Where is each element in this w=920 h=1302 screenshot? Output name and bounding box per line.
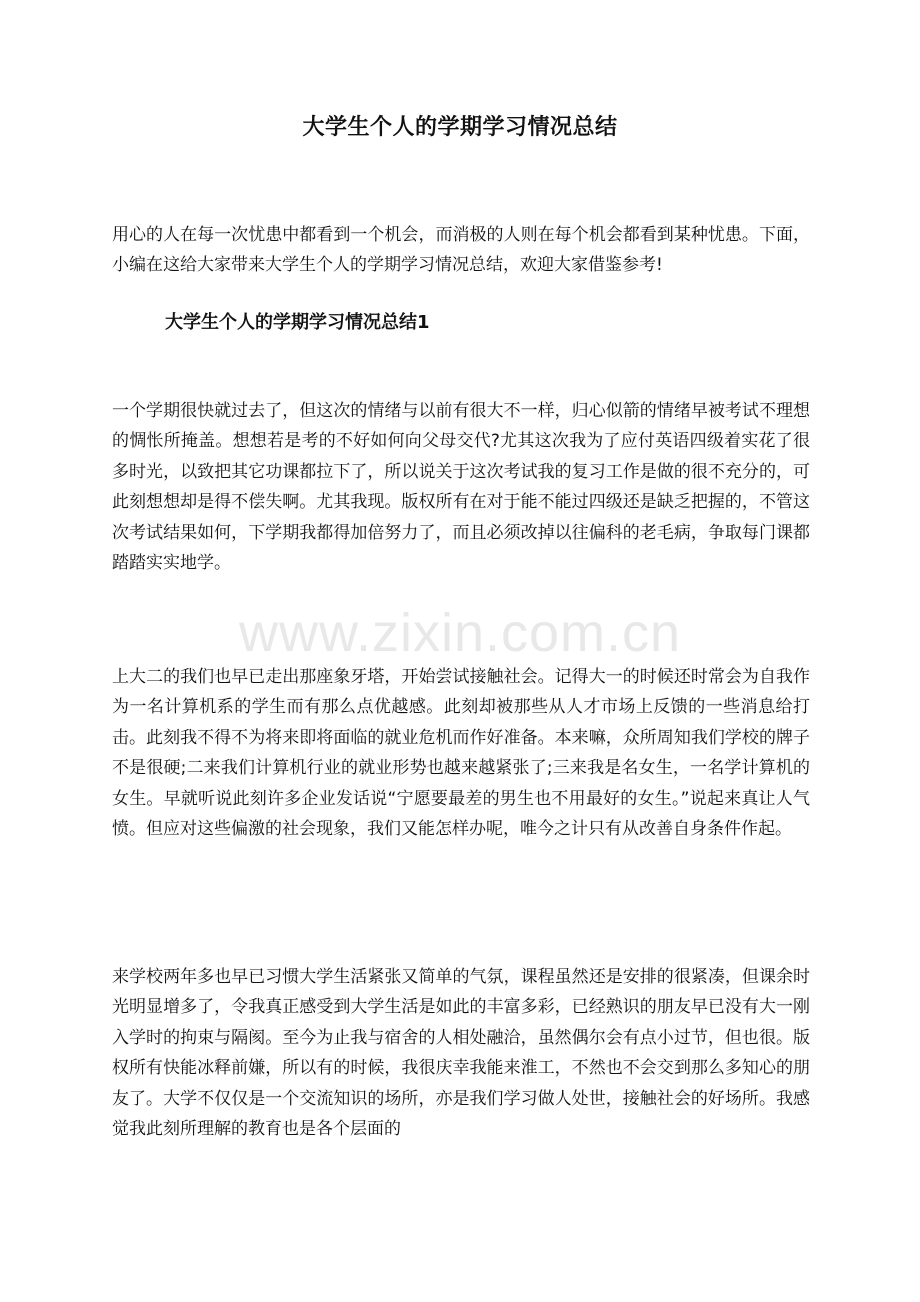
body-paragraph-1: 一个学期很快就过去了，但这次的情绪与以前有很大不一样，归心似箭的情绪早被考试不理想的惆怅所掩盖。想想若是考的不好如何向父母交代?尤其这次我为了应付英语四级着实花了很多时光，以致把其它功课都拉下了，所以说关于这次考试我的复习工作是做的很不充分的，可此刻想想却是得不偿失啊。尤其我现。版权所有在对于能不能过四级还是缺乏把握的，不管这次考试结果如何，下学期我都得加倍努力了，而且必须改掉以往偏科的老毛病，争取每门课都踏踏实实地学。	[112, 401, 810, 574]
body-paragraph-2: 上大二的我们也早已走出那座象牙塔，开始尝试接触社会。记得大一的时候还时常会为自我作为一名计算机系的学生而有那么点优越感。此刻却被那些从人才市场上反馈的一些消息给打击。此刻我不得不为将来即将面临的就业危机而作好准备。本来嘛，众所周知我们学校的牌子不是很硬;二来我们计算机行业的就业形势也越来越紧张了;三来我是名女生，一名学计算机的女生。早就听说此刻许多企业发话说“宁愿要最差的男生也不用最好的女生。”说起来真让人气愤。但应对这些偏激的社会现象，我们又能怎样办呢，唯今之计只有从改善自身条件作起。	[112, 667, 810, 840]
document-title: 大学生个人的学期学习情况总结	[302, 115, 618, 140]
intro-paragraph: 用心的人在每一次忧患中都看到一个机会，而消极的人则在每个机会都看到某种忧患。下面，小编在这给大家带来大学生个人的学期学习情况总结，欢迎大家借鉴参考!	[112, 225, 810, 276]
body-paragraph-3: 来学校两年多也早已习惯大学生活紧张又简单的气氛，课程虽然还是安排的很紧凑，但课余时光明显增多了，令我真正感受到大学生活是如此的丰富多彩，已经熟识的朋友早已没有大一刚入学时的拘束与隔阂。至今为止我与宿舍的人相处融洽，虽然偶尔会有点小过节，但也很。版权所有快能冰释前嫌，所以有的时候，我很庆幸我能来淮工，不然也不会交到那么多知心的朋友了。大学不仅仅是一个交流知识的场所，亦是我们学习做人处世，接触社会的好场所。我感觉我此刻所理解的教育也是各个层面的	[112, 967, 810, 1140]
section-heading: 大学生个人的学期学习情况总结1	[165, 312, 430, 333]
watermark: www.zixin.com.cn	[238, 603, 682, 663]
